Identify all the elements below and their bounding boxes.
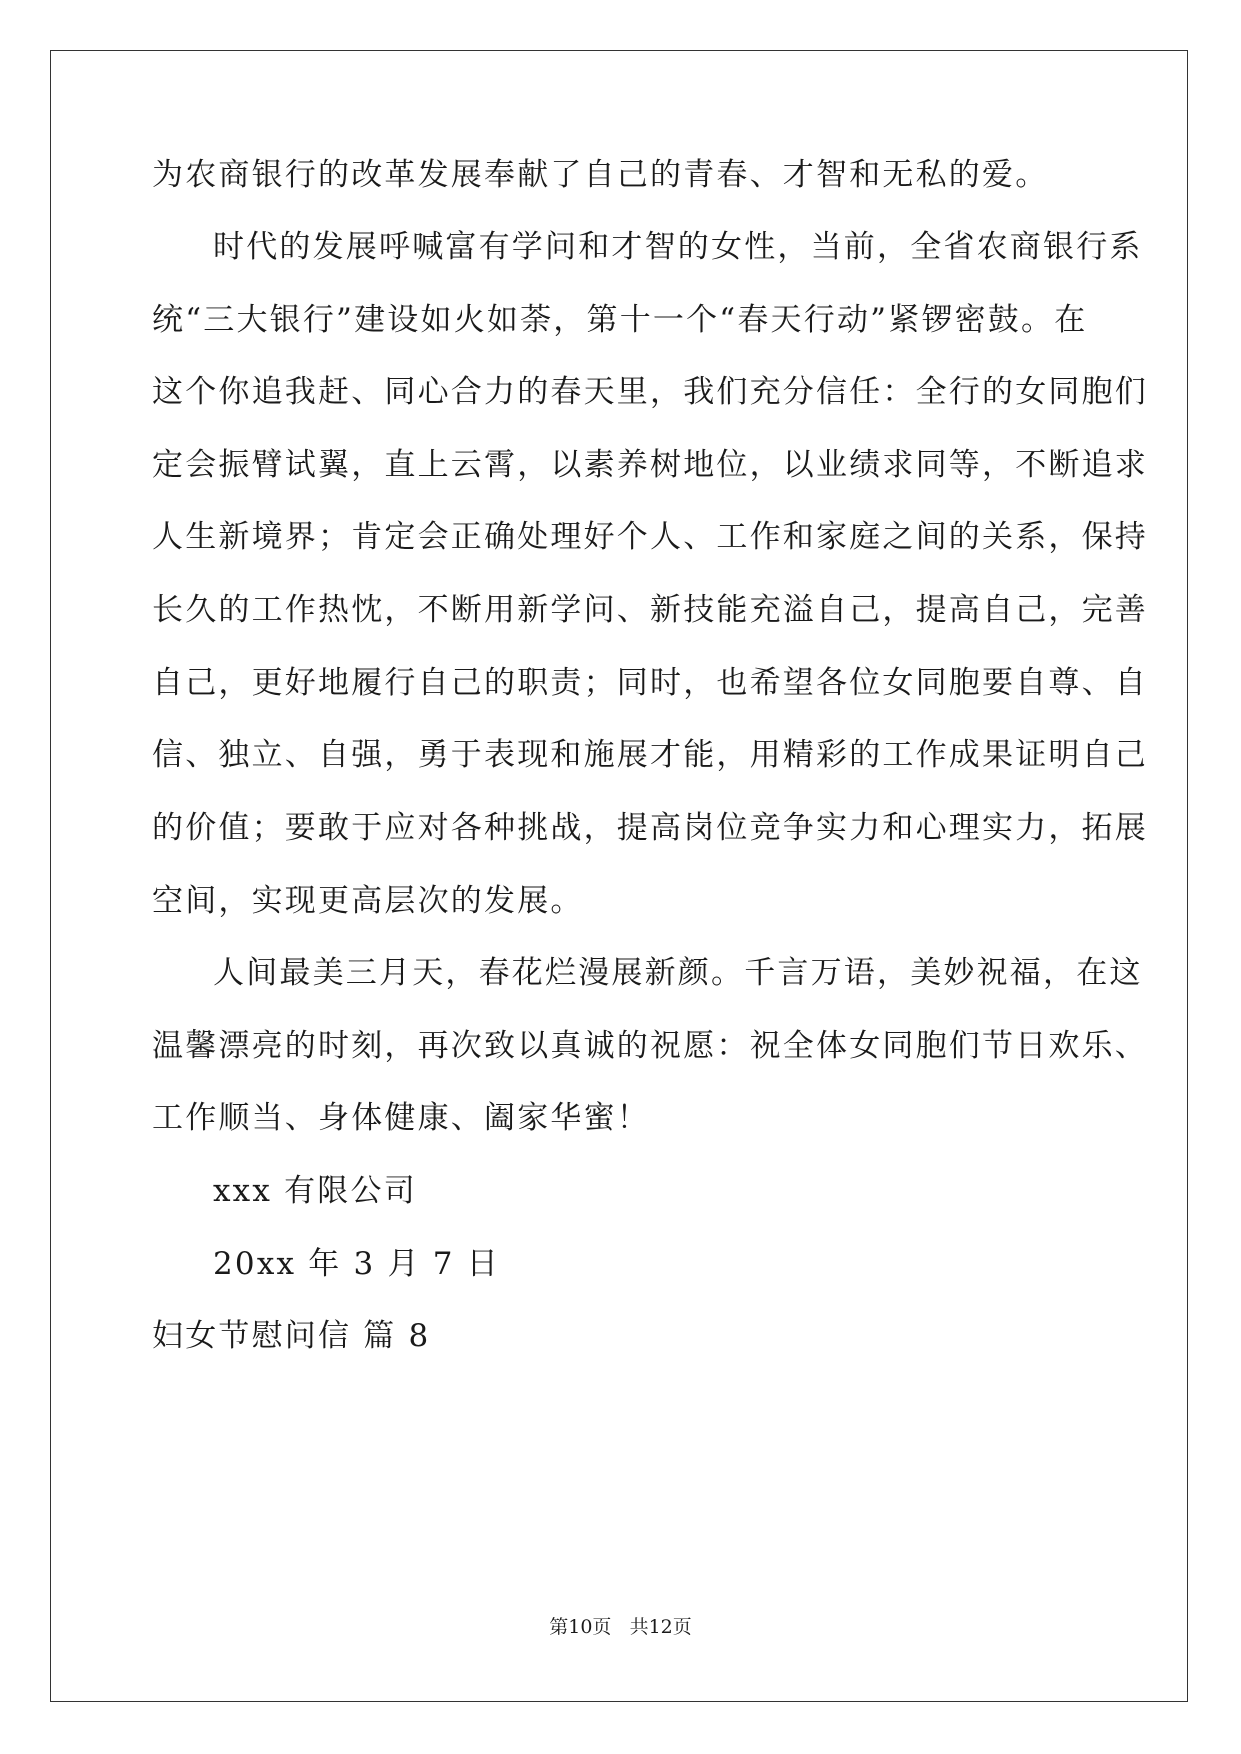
paragraph-line: 这个你追我赶、同心合力的春天里，我们充分信任：全行的女同胞们 xyxy=(152,374,1148,410)
paragraph-line: 长久的工作热忱，不断用新学问、新技能充溢自己，提高自己，完善 xyxy=(152,592,1148,628)
paragraph-line: 空间，实现更高层次的发展。 xyxy=(152,883,584,919)
page-border xyxy=(50,50,1188,1702)
page-total: 共12页 xyxy=(629,1616,692,1638)
paragraph-line: 定会振臂试翼，直上云霄，以素养树地位，以业绩求同等，不断追求 xyxy=(152,447,1148,483)
paragraph-line: 工作顺当、身体健康、阖家华蜜！ xyxy=(152,1100,650,1136)
page-number: 第10页 xyxy=(549,1616,612,1638)
page-footer xyxy=(0,1615,1241,1639)
signature-company: xxx 有限公司 xyxy=(213,1173,417,1209)
paragraph-line: 时代的发展呼喊富有学问和才智的女性，当前，全省农商银行系 xyxy=(213,229,1143,265)
paragraph-line: 信、独立、自强，勇于表现和施展才能，用精彩的工作成果证明自己 xyxy=(152,737,1148,773)
paragraph-line: 温馨漂亮的时刻，再次致以真诚的祝愿：祝全体女同胞们节日欢乐、 xyxy=(152,1028,1148,1064)
paragraph-line: 人间最美三月天，春花烂漫展新颜。千言万语，美妙祝福，在这 xyxy=(213,955,1143,991)
paragraph-line: 的价值；要敢于应对各种挑战，提高岗位竞争实力和心理实力，拓展 xyxy=(152,810,1148,846)
paragraph-line: 自己，更好地履行自己的职责；同时，也希望各位女同胞要自尊、自 xyxy=(152,665,1148,701)
paragraph-line: 统“三大银行”建设如火如荼，第十一个“春天行动”紧锣密鼓。在 xyxy=(152,302,1088,338)
section-heading: 妇女节慰问信 篇 8 xyxy=(152,1318,431,1354)
paragraph-line: 为农商银行的改革发展奉献了自己的青春、才智和无私的爱。 xyxy=(152,157,1049,193)
signature-date: 20xx 年 3 月 7 日 xyxy=(213,1246,500,1282)
paragraph-line: 人生新境界；肯定会正确处理好个人、工作和家庭之间的关系，保持 xyxy=(152,519,1148,555)
